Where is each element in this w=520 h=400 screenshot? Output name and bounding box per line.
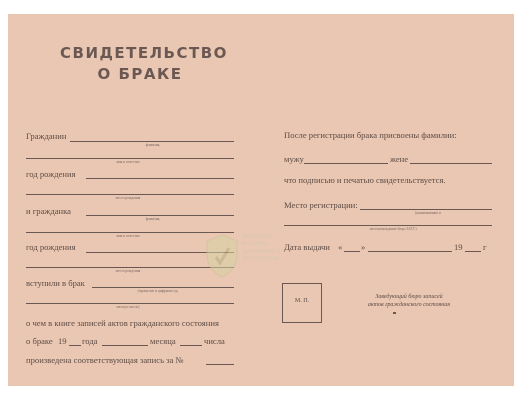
marriage-date-line-1 bbox=[92, 287, 234, 288]
hint-birthplace-1: место рождения bbox=[115, 196, 141, 200]
signature-text: что подписью и печатью свидетельствуется. bbox=[284, 175, 446, 185]
watermark-line2: магазин bbox=[242, 240, 269, 248]
after-registration-text: После регистрации брака присвоены фамилии: bbox=[284, 130, 457, 140]
issue-year-blank bbox=[465, 251, 481, 252]
citizen-label: Гражданин bbox=[26, 131, 67, 141]
birth-year-line-1 bbox=[86, 178, 234, 179]
stamp-box bbox=[282, 283, 322, 323]
marriage-certificate bbox=[8, 14, 514, 386]
marriage-year-19: 19 bbox=[58, 336, 67, 346]
marriage-year-prefix: о браке bbox=[26, 336, 53, 346]
record-text: произведена соответствующая запись за № bbox=[26, 355, 184, 365]
marriage-day-blank bbox=[180, 345, 202, 346]
record-number-blank bbox=[206, 364, 234, 365]
citizeness-label: и гражданка bbox=[26, 206, 71, 216]
registry-text: о чем в книге записей актов гражданского состояния bbox=[26, 318, 219, 328]
citizeness-line-2 bbox=[26, 232, 234, 233]
marriage-date-line-2 bbox=[26, 303, 234, 304]
hint-name-1: имя и отчество bbox=[116, 160, 140, 164]
issue-quote-close: » bbox=[361, 242, 366, 252]
issue-quote-open: « bbox=[338, 242, 343, 252]
hint-surname-2: фамилия, bbox=[145, 217, 161, 221]
marriage-year-blank bbox=[69, 345, 81, 346]
watermark-line1: Интернет- bbox=[242, 233, 276, 240]
husband-surname-line bbox=[304, 163, 388, 164]
issue-year-abbr: г bbox=[483, 242, 487, 252]
husband-label: мужу bbox=[284, 154, 304, 164]
issue-19: 19 bbox=[454, 242, 463, 252]
birth-year-label-1: год рождения bbox=[26, 169, 76, 179]
place-line-1 bbox=[360, 209, 492, 210]
wife-label: жене bbox=[390, 154, 409, 164]
hint-name-2: имя и отчество bbox=[116, 234, 140, 238]
issue-month-blank bbox=[368, 251, 452, 252]
document-title-line1: СВИДЕТЕЛЬСТВО bbox=[60, 44, 228, 62]
day-word: числа bbox=[204, 336, 225, 346]
year-word: года bbox=[82, 336, 98, 346]
hint-name-and: (наименование и bbox=[415, 211, 441, 215]
citizen-line-2 bbox=[26, 158, 234, 159]
hint-date: (прописью и цифрами год, bbox=[137, 289, 179, 293]
hint-birthplace-2: место рождения bbox=[115, 269, 141, 273]
hint-surname: фамилия, bbox=[145, 143, 161, 147]
place-line-2 bbox=[284, 225, 492, 226]
watermark-shield-icon bbox=[204, 233, 240, 279]
month-word: месяца bbox=[150, 336, 176, 346]
registry-head-line1: Заведующий бюро записей bbox=[375, 294, 443, 300]
watermark-line4: аттестатов bbox=[242, 255, 279, 263]
marriage-month-blank bbox=[102, 345, 148, 346]
place-label: Место регистрации: bbox=[284, 200, 358, 210]
hint-office: местонахождение бюро ЗАГС) bbox=[369, 227, 417, 231]
birthplace-line-1 bbox=[26, 194, 234, 195]
wife-surname-line bbox=[410, 163, 492, 164]
citizen-line-1 bbox=[70, 141, 234, 142]
birth-year-label-2: год рождения bbox=[26, 242, 76, 252]
registry-head-line2: актов гражданского состояния bbox=[367, 302, 451, 308]
birthplace-line-2 bbox=[26, 267, 234, 268]
issue-day-blank bbox=[344, 251, 360, 252]
signature-mark bbox=[393, 312, 396, 314]
document-title-line2: О БРАКЕ bbox=[97, 65, 183, 83]
watermark bbox=[204, 233, 294, 283]
citizeness-line-1 bbox=[86, 215, 234, 216]
watermark-line3: дипломов и bbox=[242, 247, 281, 255]
stamp-label: М. П. bbox=[294, 298, 310, 304]
hint-month: месяц и число) bbox=[116, 305, 140, 309]
watermark-text bbox=[242, 233, 280, 263]
issue-date-label: Дата выдачи bbox=[284, 242, 330, 252]
marriage-label: вступили в брак bbox=[26, 278, 85, 288]
